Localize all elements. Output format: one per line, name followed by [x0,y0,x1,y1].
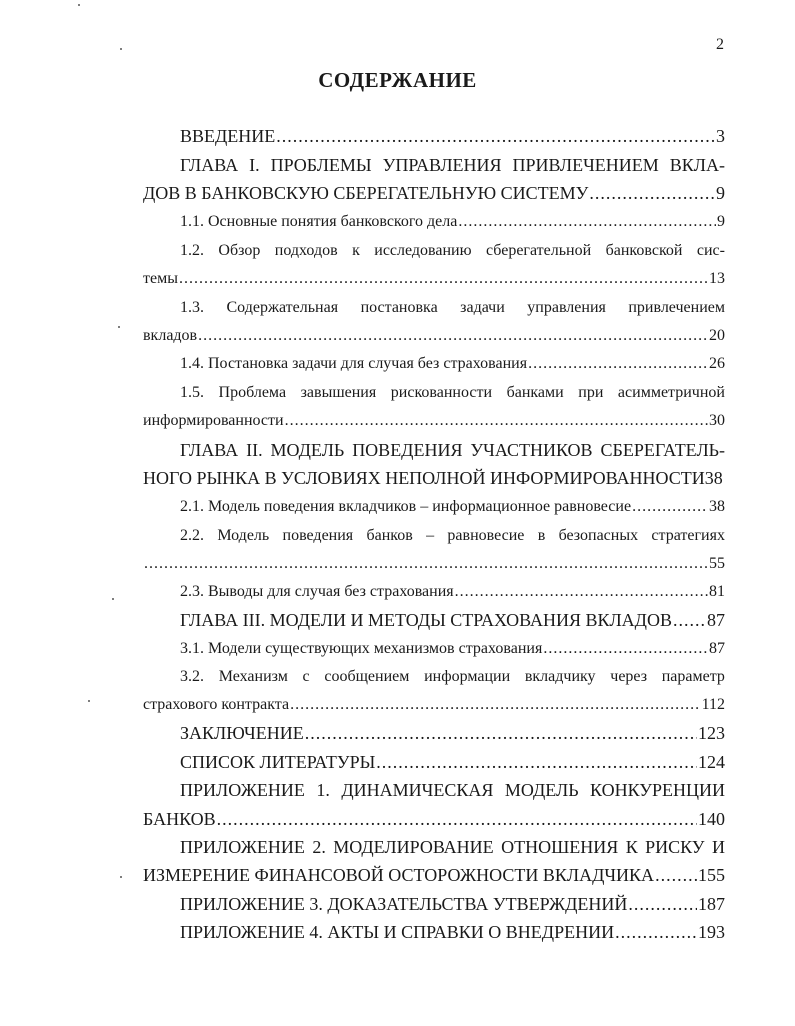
scan-speck [78,4,80,6]
toc-section-1-2-line2: темы ..... 13 [143,266,725,292]
toc-chapter-2-line1: ГЛАВА II. МОДЕЛЬ ПОВЕДЕНИЯ УЧАСТНИКОВ СБЕРЕГАТЕЛЬ- [180,440,725,460]
toc-chapter-1-line1: ГЛАВА I. ПРОБЛЕМЫ УПРАВЛЕНИЯ ПРИВЛЕЧЕНИЕМ ВКЛА- [180,155,725,175]
toc-section-3-1: 3.1. Модели существующих механизмов страхования ..... 87 [180,636,725,662]
toc-section-1-5-line1: 1.5. Проблема завышения рискованности банками при асимметричной [180,384,725,401]
toc-appendix-4: ПРИЛОЖЕНИЕ 4. АКТЫ И СПРАВКИ О ВНЕДРЕНИИ ..... 193 [180,919,725,945]
toc-chapter-1-line2: ДОВ В БАНКОВСКУЮ СБЕРЕГАТЕЛЬНУЮ СИСТЕМУ ..... 9 [143,180,725,206]
toc-section-2-3: 2.3. Выводы для случая без страхования ..... 81 [180,579,725,605]
page-title: СОДЕРЖАНИЕ [318,68,477,92]
toc-appendix-1-line1: ПРИЛОЖЕНИЕ 1. ДИНАМИЧЕСКАЯ МОДЕЛЬ КОНКУРЕНЦИИ [180,780,725,800]
toc-section-1-4: 1.4. Постановка задачи для случая без страхования ..... 26 [180,351,725,377]
toc-entry-page: 9 [716,183,725,203]
toc-appendix-1-line2: БАНКОВ ..... 140 [143,806,725,832]
toc-entry-page: 3 [716,126,725,146]
scan-speck [112,598,114,600]
toc-section-3-2-line2: страхового контракта ..... 112 [143,692,725,718]
scan-speck [120,48,122,50]
toc-section-1-5-line2: информированности ..... 30 [143,408,725,434]
scan-speck [118,326,120,328]
toc-section-1-3-line2: вкладов ..... 20 [143,323,725,349]
toc-section-1-3-line1: 1.3. Содержательная постановка задачи управления привлечением [180,299,725,316]
toc-section-2-2-line1: 2.2. Модель поведения банков – равновесие в безопасных стратегиях [180,527,725,544]
toc-section-1-1: 1.1. Основные понятия банковского дела ..... 9 [180,209,725,235]
scan-speck [120,876,122,878]
toc-section-2-1: 2.1. Модель поведения вкладчиков – информационное равновесие ..... 38 [180,494,725,520]
scan-speck [88,700,90,702]
toc-chapter-3: ГЛАВА III. МОДЕЛИ И МЕТОДЫ СТРАХОВАНИЯ ВКЛАДОВ ..... 87 [180,607,725,633]
toc-conclusion: ЗАКЛЮЧЕНИЕ ..... 123 [180,720,725,746]
toc-section-1-2-line1: 1.2. Обзор подходов к исследованию сберегательной банковской сис- [180,242,725,259]
toc-section-2-2-line2: ..... 55 [143,551,725,577]
toc-entry-title: ВВЕДЕНИЕ [180,126,276,146]
toc-section-3-2-line1: 3.2. Механизм с сообщением информации вкладчику через параметр [180,668,725,685]
toc-chapter-2-line2: НОГО РЫНКА В УСЛОВИЯХ НЕПОЛНОЙ ИНФОРМИРОВАННОСТИ 38 [143,468,723,488]
toc-appendix-3: ПРИЛОЖЕНИЕ 3. ДОКАЗАТЕЛЬСТВА УТВЕРЖДЕНИЙ ..... 187 [180,891,725,917]
toc-entry-introduction [180,123,725,149]
toc-appendix-2-line1: ПРИЛОЖЕНИЕ 2. МОДЕЛИРОВАНИЕ ОТНОШЕНИЯ К РИСКУ И [180,837,725,857]
page-number: 2 [716,36,724,53]
toc-references: СПИСОК ЛИТЕРАТУРЫ ..... 124 [180,749,725,775]
toc-appendix-2-line2: ИЗМЕРЕНИЕ ФИНАНСОВОЙ ОСТОРОЖНОСТИ ВКЛАДЧИКА ..... 155 [143,862,725,888]
